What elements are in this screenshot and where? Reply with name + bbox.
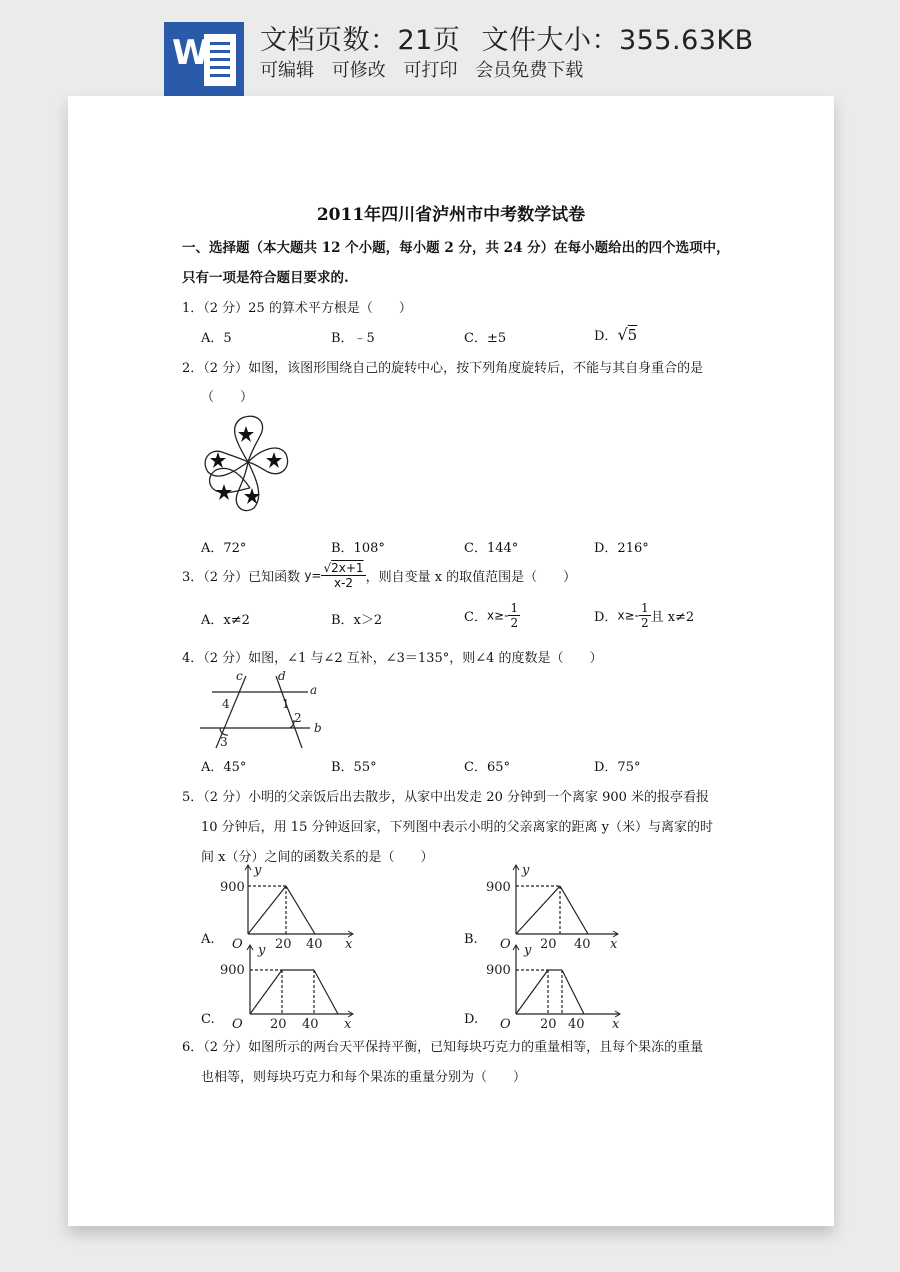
section1-line2: 只有一项是符合题目要求的. xyxy=(182,270,349,286)
q5-option-a-label: A. xyxy=(201,932,215,947)
svg-text:20: 20 xyxy=(540,937,557,950)
svg-text:20: 20 xyxy=(270,1017,287,1030)
svg-text:y: y xyxy=(524,943,532,958)
q5-graph-c xyxy=(218,940,358,1030)
q4-option-a: A．45° xyxy=(201,760,247,775)
q3-option-d: D．x≥- $\frac{1}{2}$ 且 x≠2 xyxy=(594,601,695,630)
page-count: 文档页数：21页 xyxy=(260,25,461,56)
svg-text:x: x xyxy=(610,937,618,950)
q6-stem-line2: 也相等，则每块巧克力和每个果冻的重量分别为（ ） xyxy=(201,1070,527,1085)
svg-text:O: O xyxy=(500,1017,511,1030)
feature-list xyxy=(260,56,595,82)
q5-graph-d xyxy=(482,940,626,1030)
q2-paren: （ ） xyxy=(201,390,254,405)
file-size: 文件大小：355.63KB xyxy=(481,25,754,56)
q4-option-b: B．55° xyxy=(331,760,377,775)
svg-text:O: O xyxy=(232,1017,243,1030)
svg-text:40: 40 xyxy=(568,1017,585,1030)
q2-option-a: A．72° xyxy=(201,541,247,556)
rotating-flower-figure xyxy=(198,412,296,526)
q1-stem: 1．（2 分）25 的算术平方根是（ ） xyxy=(182,301,412,316)
svg-text:O: O xyxy=(500,937,511,950)
svg-text:y: y xyxy=(258,943,266,958)
q5-stem-line3: 间 x（分）之间的函数关系的是（ ） xyxy=(201,850,434,865)
feature-editable: 可编辑 xyxy=(260,60,314,81)
feature-modifiable: 可修改 xyxy=(331,60,386,81)
file-stats xyxy=(260,18,766,57)
q3-option-b: B．x＞2 xyxy=(331,613,383,628)
q1-option-a: A．5 xyxy=(201,331,232,346)
label-angle-2: 2 xyxy=(294,711,302,725)
q5-option-b-label: B. xyxy=(464,932,478,947)
svg-text:900: 900 xyxy=(486,880,511,895)
word-letter: W xyxy=(172,33,210,73)
q5-option-c-label: C. xyxy=(201,1012,215,1027)
download-banner xyxy=(0,0,900,100)
parallel-lines-figure xyxy=(198,668,328,752)
q1-option-b: B．﹣5 xyxy=(331,331,375,346)
q5-stem-line1: 5．（2 分）小明的父亲饭后出去散步，从家中出发走 20 分钟到一个离家 900 米的报亭看报 xyxy=(182,790,710,805)
svg-text:20: 20 xyxy=(275,937,292,950)
feature-free-download: 会员免费下载 xyxy=(475,60,584,81)
q6-stem-line1: 6．（2 分）如图所示的两台天平保持平衡，已知每块巧克力的重量相等，且每个果冻的重量 xyxy=(182,1040,704,1055)
q1-option-c: C．±5 xyxy=(464,331,507,346)
svg-text:20: 20 xyxy=(540,1017,557,1030)
label-d: d xyxy=(278,669,286,683)
q3-option-c: C．x≥- $\frac{1}{2}$ xyxy=(464,601,519,630)
document-page xyxy=(68,96,834,1226)
label-angle-1: 1 xyxy=(282,697,290,711)
label-angle-4: 4 xyxy=(222,697,230,711)
feature-printable: 可打印 xyxy=(403,60,458,81)
svg-text:40: 40 xyxy=(306,937,323,950)
svg-text:40: 40 xyxy=(574,937,591,950)
q5-option-d-label: D. xyxy=(464,1012,479,1027)
section1-line1: 一、选择题（本大题共 12 个小题，每小题 2 分，共 24 分）在每小题给出的四个选项中， xyxy=(182,240,730,256)
q2-option-d: D．216° xyxy=(594,541,649,556)
q3-function-fraction: $\frac{√2x+1}{x-2}$ xyxy=(323,561,364,590)
q5-stem-line2: 10 分钟后，用 15 分钟返回家，下列图中表示小明的父亲离家的距离 y（米）与离家的时 xyxy=(201,820,713,835)
q5-graph-a xyxy=(218,860,358,950)
svg-text:y: y xyxy=(522,863,530,878)
q5-graph-b xyxy=(482,860,622,950)
q4-stem: 4．（2 分）如图，∠1 与∠2 互补，∠3＝135°，则∠4 的度数是（ ） xyxy=(182,651,603,666)
q2-option-c: C．144° xyxy=(464,541,519,556)
word-document-icon xyxy=(164,22,244,96)
label-c: c xyxy=(236,669,243,683)
q2-option-b: B．108° xyxy=(331,541,385,556)
q3-option-a: A．x≠2 xyxy=(201,613,250,628)
svg-text:900: 900 xyxy=(220,963,245,978)
svg-text:900: 900 xyxy=(486,963,511,978)
svg-text:x: x xyxy=(345,937,353,950)
svg-text:40: 40 xyxy=(302,1017,319,1030)
svg-text:y: y xyxy=(254,863,262,878)
sqrt-symbol: √ xyxy=(617,325,628,344)
q4-option-c: C．65° xyxy=(464,760,510,775)
exam-title: 2011年四川省泸州市中考数学试卷 xyxy=(316,205,586,225)
q2-stem: 2．（2 分）如图，该图形围绕自己的旋转中心，按下列角度旋转后，不能与其自身重合的是 xyxy=(182,361,704,376)
svg-text:x: x xyxy=(612,1017,620,1030)
svg-text:900: 900 xyxy=(220,880,245,895)
svg-text:O: O xyxy=(232,937,243,950)
svg-text:x: x xyxy=(344,1017,352,1030)
label-b: b xyxy=(314,721,322,735)
label-a: a xyxy=(310,683,318,697)
q3-stem: 3．（2 分）已知函数 y= $\frac{√2x+1}{x-2}$ ，则自变量 x 的取值范围是（ ） xyxy=(182,561,577,590)
q4-option-d: D．75° xyxy=(594,760,641,775)
q1-option-d: D．√5 xyxy=(594,325,638,344)
q1-radicand: 5 xyxy=(627,326,638,344)
label-angle-3: 3 xyxy=(220,735,228,749)
